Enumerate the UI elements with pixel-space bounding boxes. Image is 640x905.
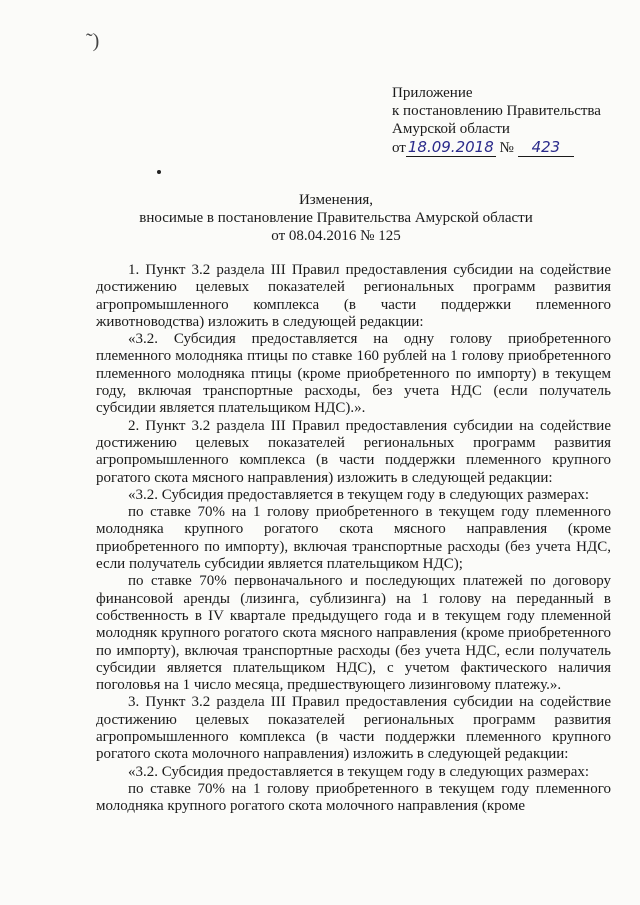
- paragraph-3: 2. Пункт 3.2 раздела III Правил предоставления субсидии на содействие достижению целевых показателей региональных программ развития агропромышленного комплекса (в части поддержки племенного крупного рогатого скота мясного направления) изложить в следующей редакции:: [96, 417, 611, 486]
- handwritten-date: 18.09.2018: [407, 138, 494, 156]
- appendix-date-line: [392, 138, 632, 157]
- appendix-line-resolution: к постановлению Правительства: [392, 103, 601, 119]
- paragraph-7: 3. Пункт 3.2 раздела III Правил предоставления субсидии на содействие достижению целевых показателей региональных программ развития агропромышленного комплекса (в части поддержки племенного крупного рогатого скота молочного направления) изложить в следующей редакции:: [96, 694, 611, 763]
- paragraph-8: «3.2. Субсидия предоставляется в текущем году в следующих размерах:: [128, 763, 590, 780]
- appendix-block: [392, 84, 632, 157]
- ink-dot: [157, 170, 161, 174]
- paragraph-9: по ставке 70% на 1 голову приобретенного в текущем году племенного молодняка крупного рогатого скота молочного направления (кроме: [96, 780, 611, 815]
- handwritten-number: 423: [518, 138, 575, 157]
- paragraph-5: по ставке 70% на 1 голову приобретенного в текущем году племенного молодняка крупного рогатого скота мясного направления (кроме приобретенного по импорту), включая транспортные расходы (без учета НДС, если получатель субсидии является плательщиком НДС);: [96, 504, 611, 573]
- date-prefix: от: [392, 140, 406, 156]
- appendix-line-region: Амурской области: [392, 121, 510, 137]
- appendix-title: Приложение: [392, 85, 473, 101]
- paragraph-1: 1. Пункт 3.2 раздела III Правил предоставления субсидии на содействие достижению целевых показателей региональных программ развития агропромышленного комплекса (в части поддержки племенного животноводства) изложить в следующей редакции:: [96, 262, 611, 330]
- document-heading: [96, 191, 576, 245]
- document-body: [96, 262, 611, 816]
- paragraph-2: «3.2. Субсидия предоставляется на одну голову приобретенного племенного молодняка птицы по ставке 160 рублей на 1 голову приобретенного племенного молодняка птицы (кроме приобретенного по импорту) в текущем году, включая транспортные расходы, без учета НДС (если получатель субсидии является плательщиком НДС).».: [96, 331, 611, 417]
- number-prefix: №: [499, 140, 514, 156]
- paragraph-4: «3.2. Субсидия предоставляется в текущем году в следующих размерах:: [128, 486, 590, 503]
- paragraph-6: по ставке 70% первоначального и последующих платежей по договору финансовой аренды (лизинга, сублизинга) на 1 голову на переданный в собственность в IV квартале предыдущего года и в текущем году племенной молодняк крупного рогатого скота мясного направления (кроме приобретенного по импорту), включая транспортные расходы (без учета НДС, если получатель субсидии является плательщиком НДС), с учетом фактического наличия поголовья на 1 число месяца, предшествующего лизинговому платежу.».: [96, 573, 611, 694]
- margin-mark: ˜): [86, 30, 100, 52]
- heading-date: от 08.04.2016 № 125: [271, 228, 401, 244]
- heading-title: Изменения,: [298, 192, 374, 208]
- heading-subtitle: вносимые в постановление Правительства Амурской области: [139, 210, 533, 226]
